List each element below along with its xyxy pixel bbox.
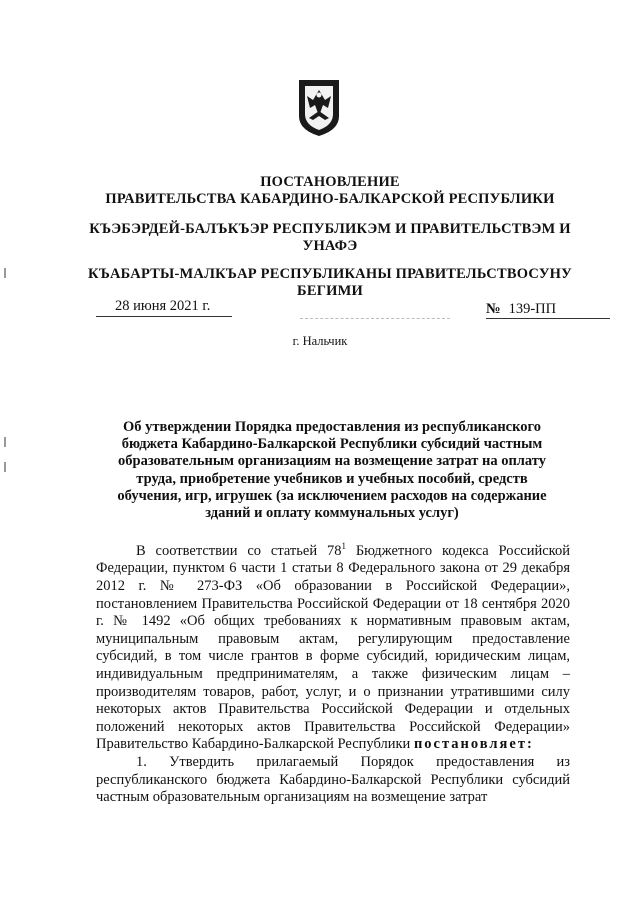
preamble-start: В соответствии со статьей 78 — [136, 542, 342, 559]
city-name: г. Нальчик — [292, 334, 348, 348]
document-number — [486, 301, 556, 318]
title-line: бюджета Кабардино-Балкарской Республики субсидий частным — [121, 436, 543, 453]
scan-margin-mark — [4, 462, 6, 472]
doc-type-heading: ПОСТАНОВЛЕНИЕ — [260, 174, 400, 190]
faint-dashed-line — [300, 318, 450, 319]
issuer-heading-kabardian-line2: УНАФЭ — [302, 238, 358, 254]
issuer-heading-russian: ПРАВИТЕЛЬСТВА КАБАРДИНО-БАЛКАРСКОЙ РЕСПУБЛИКИ — [105, 191, 555, 207]
coat-of-arms-emblem — [295, 78, 343, 138]
issuer-heading-kabardian-line1: КЪЭБЭРДЕЙ-БАЛЪКЪЭР РЕСПУБЛИКЭМ И ПРАВИТЕЛЬСТВЭМ И — [89, 221, 571, 237]
issuer-heading-balkar-line1: КЪАБАРТЫ-МАЛКЪАР РЕСПУБЛИКАНЫ ПРАВИТЕЛЬСТВОСУНУ — [88, 266, 572, 282]
document-date: 28 июня 2021 г. — [115, 298, 211, 314]
scan-margin-mark — [4, 268, 6, 278]
document-title — [96, 419, 568, 522]
title-line: Об утверждении Порядка предоставления из республиканского — [122, 419, 541, 435]
scan-margin-mark — [4, 437, 6, 447]
clause-1-paragraph: 1. Утвердить прилагаемый Порядок предоставления из республиканского бюджета Кабардино-Балкарской Республики субсидий частным образовательным организациям на возмещение затрат — [96, 753, 570, 806]
preamble-paragraph — [96, 538, 570, 754]
article-superscript: 1 — [341, 541, 346, 551]
decree-word: постановляет: — [413, 736, 534, 753]
preamble-text: Бюджетного кодекса Российской Федерации, пунктом 6 части 1 статьи 8 Федерального закона от 29 декабря 2012 г. № 273-ФЗ «Об образовании в Российской Федерации», постановлением Правительства Российской Федерации от 18 сентября 2020 г. № 1492 «Об общих требованиях к нормативным правовым актам, муниципальным правовым актам, регулирующим предоставление субсидий, в том числе грантов в форме субсидий, юридическим лицам, индивидуальным предпринимателям, а также физическим лицам – производителям товаров, работ, услуг, и о признании утратившими силу некоторых актов Правительства Российской Федерации и отдельных положений некоторых актов Правительства Российской Федерации» Правительство Кабардино-Балкарской Республики — [96, 542, 570, 753]
number-value: 139-ПП — [508, 301, 557, 317]
issuer-heading-balkar-line2: БЕГИМИ — [297, 283, 363, 299]
number-underline — [486, 318, 610, 319]
date-underline — [96, 316, 232, 317]
title-line: зданий и оплату коммунальных услуг) — [205, 505, 459, 522]
number-sign: № — [486, 301, 501, 317]
document-body — [96, 538, 570, 807]
title-line: труда, приобретение учебников и учебных пособий, средств — [136, 470, 528, 487]
title-line: образовательным организациям на возмещение затрат на оплату — [118, 453, 546, 470]
title-line: обучения, игр, игрушек (за исключением расходов на содержание — [117, 487, 547, 504]
